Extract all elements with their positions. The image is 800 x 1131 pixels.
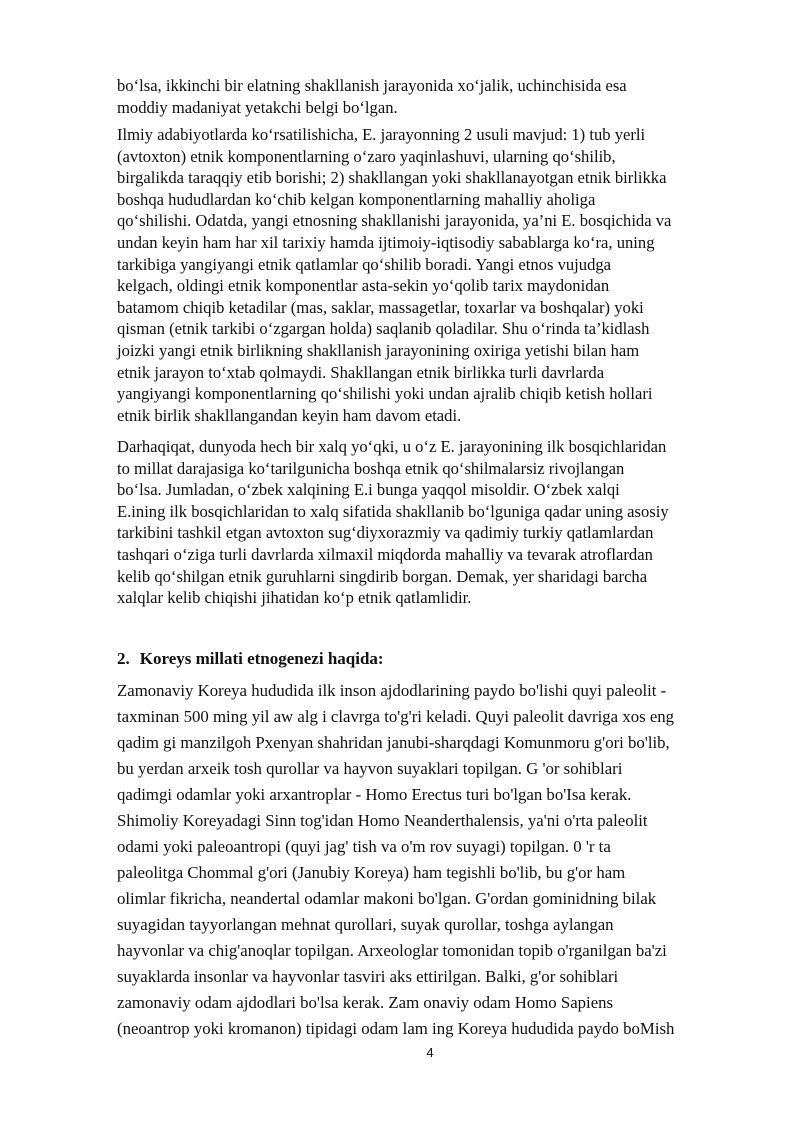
text-line: Shimoliy Koreyadagi Sinn tog'idan Homo Neanderthalensis, ya'ni o'rta paleolit <box>117 811 648 830</box>
paragraph-3 <box>117 436 747 609</box>
text-line: undan keyin ham har xil tarixiy hamda ijtimoiy-iqtisodiy sabablarga ko‘ra, uning <box>117 232 655 252</box>
text-line: taxminan 500 ming yil aw alg i clavrga to'g'ri keladi. Quyi paleolit davriga xos eng <box>117 707 675 726</box>
text-line: moddiy madaniyat yetakchi belgi bo‘lgan. <box>117 97 398 117</box>
text-line: kelib qo‘shilgan etnik guruhlarni singdirib borgan. Demak, yer sharidagi barcha <box>117 566 648 586</box>
text-line: suyaklarda insonlar va hayvonlar tasviri aks ettirilgan. Balki, g'or sohiblari <box>117 967 619 986</box>
text-line: qadimgi odamlar yoki arxantroplar - Homo Erectus turi bo'lgan bo'Isa kerak. <box>117 785 632 804</box>
text-line: suyagidan tayyorlangan mehnat qurollari, suyak qurollar, toshga aylangan <box>117 915 614 934</box>
text-line: etnik jarayon to‘xtab qolmaydi. Shakllangan etnik birlikka turli davrlarda <box>117 362 605 382</box>
text-line: olimlar fikricha, neandertal odamlar makoni bo'lgan. G'ordan gominidning bilak <box>117 889 657 908</box>
paragraph-4 <box>117 678 747 1042</box>
text-line: E.ining ilk bosqichlaridan to xalq sifatida shakllanib bo‘lguniga qadar uning asosiy <box>117 501 669 521</box>
text-line: (neoantrop yoki kromanon) tipidagi odam lam ing Koreya hududida paydo boMish <box>117 1019 675 1038</box>
text-line: kelgach, oldingi etnik komponentlar asta-sekin yo‘qolib tarix maydonidan <box>117 276 610 296</box>
text-line: qadim gi manzilgoh Pxenyan shahridan janubi-sharqdagi Komunmoru g'ori bo'lib, <box>117 733 670 752</box>
text-line: tarkibiga yangiyangi etnik qatlamlar qo‘shilib boradi. Yangi etnos vujudga <box>117 254 612 274</box>
text-line: joizki yangi etnik birlikning shakllanish jarayonining oxiriga yetishi bilan ham <box>117 340 640 360</box>
text-line: qisman (etnik tarkibi o‘zgargan holda) saqlanib qoladilar. Shu o‘rinda ta’kidlash <box>117 319 650 339</box>
text-line: birgalikda taraqqiy etib borishi; 2) shakllangan yoki shakllanayotgan etnik birlikka <box>117 168 667 188</box>
text-line: hayvonlar va chig'anoqlar topilgan. Arxeologlar tomonidan topib o'rganilgan ba'zi <box>117 941 667 960</box>
paragraph-2 <box>117 124 747 426</box>
text-line: tarkibini tashkil etgan avtoxton sug‘diyxorazmiy va qadimiy turkiy qatlamlardan <box>117 523 654 543</box>
text-line: bu yerdan arxeik tosh qurollar va hayvon suyaklari topilgan. G 'or sohiblari <box>117 759 623 778</box>
text-line: etnik birlik shakllangandan keyin ham davom etadi. <box>117 405 462 425</box>
text-line: zamonaviy odam ajdodlari bo'lsa kerak. Zam onaviy odam Homo Sapiens <box>117 993 614 1012</box>
text-line: xalqlar kelib chiqishi jihatidan ko‘p etnik qatlamlidir. <box>117 588 472 608</box>
text-line: paleolitga Chommal g'ori (Janubiy Koreya) ham tegishli bo'lib, bu g'or ham <box>117 863 626 882</box>
text-line: yangiyangi komponentlarning qo‘shilishi yoki undan ajralib chiqib ketish hollari <box>117 384 653 404</box>
text-line: batamom chiqib ketadilar (mas, saklar, massagetlar, toxarlar va boshqalar) yoki <box>117 297 644 317</box>
text-line: boshqa hududlardan ko‘chib kelgan komponentlarning mahalliy aholiga <box>117 189 596 209</box>
text-line: bo‘lsa. Jumladan, o‘zbek xalqining E.i bunga yaqqol misoldir. O‘zbek xalqi <box>117 480 620 500</box>
text-line: odami yoki paleoantropi (quyi jag' tish va o'm rov suyagi) topilgan. 0 'r ta <box>117 837 611 856</box>
text-line: to millat darajasiga ko‘tarilgunicha boshqa etnik qo‘shilmalarsiz rivojlangan <box>117 458 625 478</box>
text-line: qo‘shilishi. Odatda, yangi etnosning shakllanishi jarayonida, ya’ni E. bosqichida va <box>117 211 672 231</box>
paragraph-1 <box>117 75 747 118</box>
text-line: (avtoxton) etnik komponentlarning o‘zaro yaqinlashuvi, ularning qo‘shilib, <box>117 146 616 166</box>
section-heading <box>117 649 384 669</box>
section-number: 2. <box>117 649 130 668</box>
section-title: Koreys millati etnogenezi haqida: <box>139 649 384 668</box>
text-line: Darhaqiqat, dunyoda hech bir xalq yo‘qki, u o‘z E. jarayonining ilk bosqichlaridan <box>117 437 667 456</box>
text-line: tashqari o‘ziga turli davrlarda xilmaxil miqdorda mahalliy va tevarak atroflardan <box>117 544 653 564</box>
text-line: bo‘lsa, ikkinchi bir elatning shakllanish jarayonida xo‘jalik, uchinchisida esa <box>117 76 627 95</box>
text-line: Ilmiy adabiyotlarda ko‘rsatilishicha, E. jarayonning 2 usuli mavjud: 1) tub yerli <box>117 125 646 144</box>
page-number: 4 <box>426 1045 434 1060</box>
text-line: Zamonaviy Koreya hududida ilk inson ajdodlarining paydo bo'lishi quyi paleolit - <box>117 681 667 700</box>
